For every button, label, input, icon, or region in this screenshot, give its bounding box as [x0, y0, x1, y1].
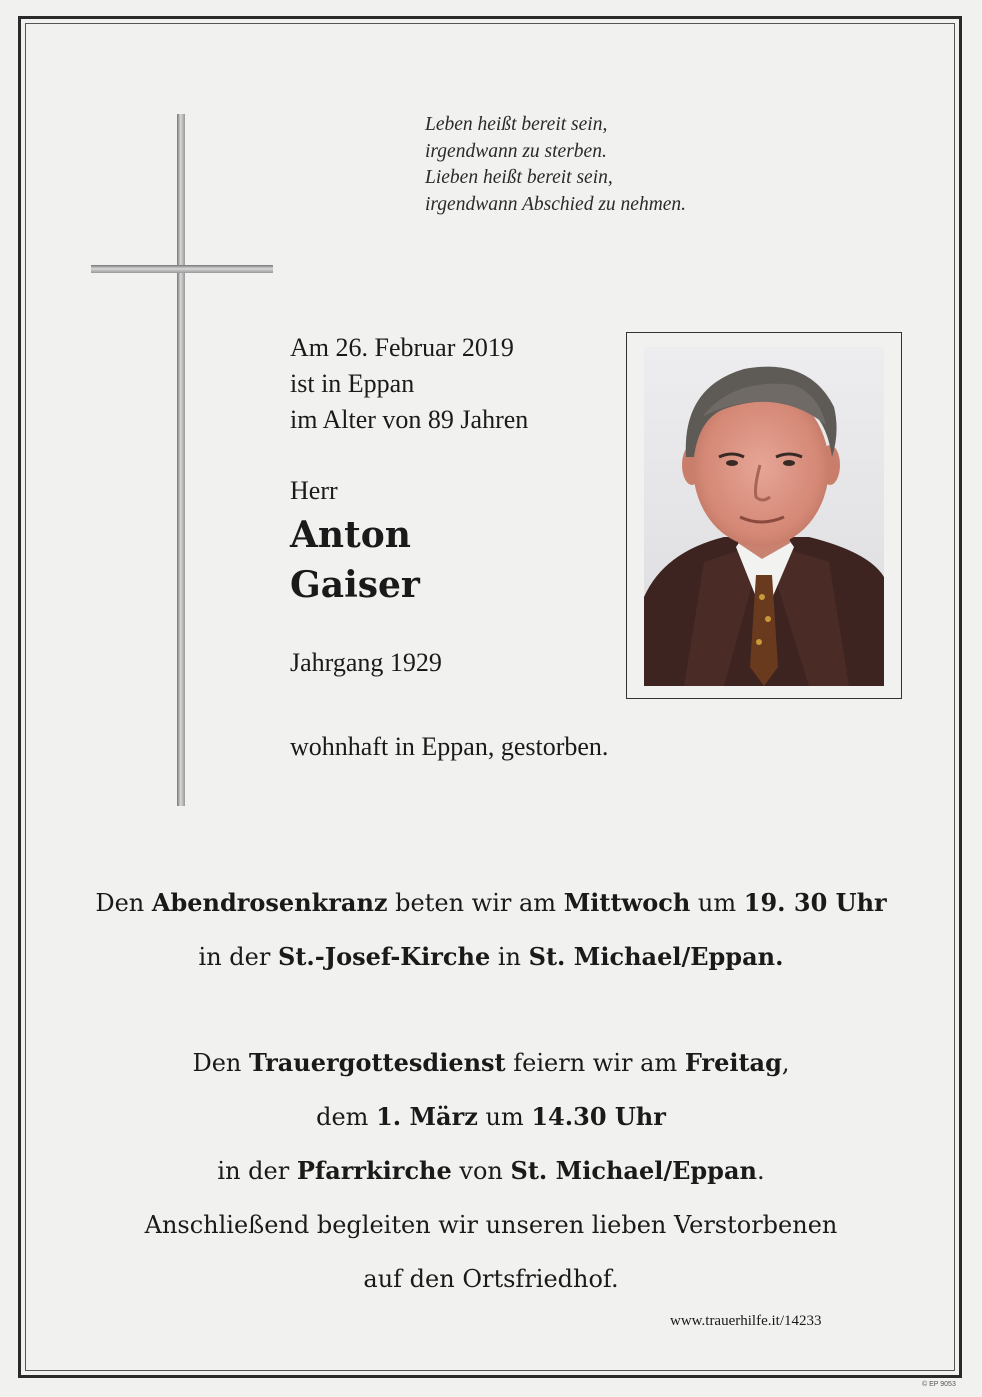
funeral-time: 14.30 Uhr — [531, 1102, 666, 1131]
text-segment: feiern wir am — [505, 1049, 685, 1077]
text-segment: in — [490, 943, 529, 971]
date-line: Am 26. Februar 2019 — [290, 333, 514, 362]
rosary-church: St.-Josef-Kirche — [277, 942, 491, 971]
birth-year: Jahrgang 1929 — [290, 648, 442, 677]
verse-line: irgendwann Abschied zu nehmen. — [425, 193, 687, 215]
funeral-announcement — [40, 1036, 942, 1306]
portrait-photo — [644, 347, 884, 686]
text-segment: in der — [198, 943, 278, 971]
funeral-line-1 — [40, 1036, 942, 1090]
verse-line: irgendwann zu sterben. — [425, 140, 607, 162]
funeral-date: 1. März — [376, 1102, 478, 1131]
text-segment: , — [781, 1049, 790, 1077]
text-segment: Den — [95, 889, 152, 917]
residence-line: wohnhaft in Eppan, gestorben. — [290, 732, 609, 761]
text-segment: beten wir am — [387, 889, 564, 917]
funeral-day: Freitag — [684, 1048, 782, 1077]
rosary-announcement — [40, 876, 942, 984]
verse-line: Leben heißt bereit sein, — [425, 114, 608, 135]
first-name: Anton — [290, 514, 411, 556]
last-name: Gaiser — [290, 564, 420, 606]
honorific: Herr — [290, 476, 338, 505]
rosary-line-2 — [40, 930, 942, 984]
text-segment: um — [690, 889, 744, 917]
portrait-illustration — [644, 347, 884, 686]
rosary-time: 19. 30 Uhr — [743, 888, 887, 917]
website-link[interactable]: www.trauerhilfe.it/14233 — [670, 1313, 822, 1329]
funeral-church: Pfarrkirche — [296, 1156, 452, 1185]
prayer-type: Abendrosenkranz — [151, 888, 388, 917]
text-segment: in der — [217, 1157, 297, 1185]
death-announcement — [290, 330, 528, 438]
funeral-line-2 — [40, 1090, 942, 1144]
cross-vertical-bar — [177, 114, 185, 806]
funeral-line-5: auf den Ortsfriedhof. — [363, 1265, 619, 1293]
funeral-place: St. Michael/Eppan — [510, 1156, 757, 1185]
age-line: im Alter von 89 Jahren — [290, 405, 529, 434]
text-segment: dem — [316, 1103, 377, 1131]
funeral-line-3 — [40, 1144, 942, 1198]
text-segment: . — [756, 1157, 765, 1185]
text-segment: um — [477, 1103, 532, 1131]
text-segment: Den — [192, 1049, 249, 1077]
rosary-line-1 — [40, 876, 942, 930]
service-type: Trauergottesdienst — [249, 1048, 506, 1077]
verse — [425, 112, 785, 218]
place-line: ist in Eppan — [290, 369, 415, 398]
rosary-place: St. Michael/Eppan. — [528, 942, 784, 971]
text-segment: von — [451, 1157, 511, 1185]
verse-line: Lieben heißt bereit sein, — [425, 167, 613, 188]
print-code: © EP 9053 — [922, 1381, 956, 1388]
funeral-line-4: Anschließend begleiten wir unseren lieben Verstorbenen — [144, 1211, 838, 1239]
rosary-day: Mittwoch — [563, 888, 691, 917]
photo-frame — [626, 332, 902, 699]
cross-horizontal-bar — [91, 265, 273, 273]
